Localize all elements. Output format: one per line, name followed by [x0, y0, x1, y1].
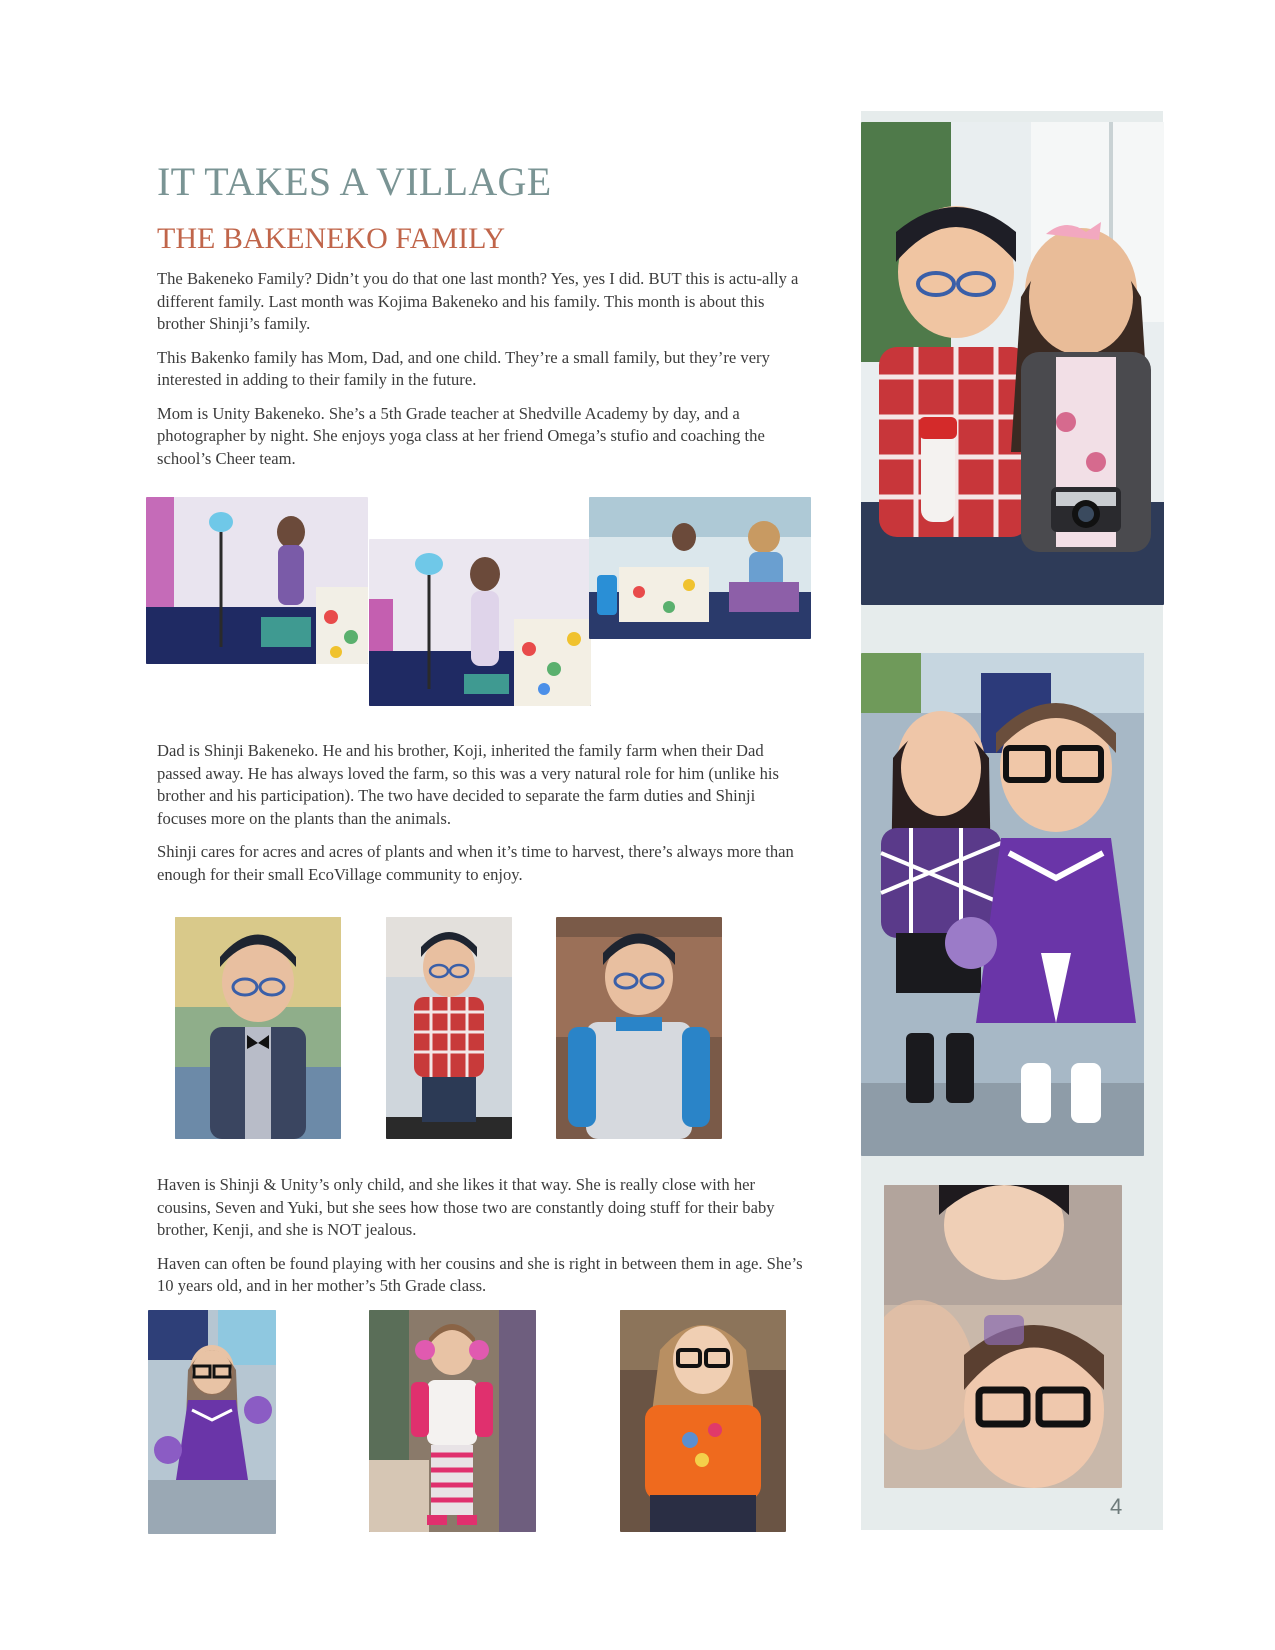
bedroom-photo-1 [146, 497, 368, 664]
sidebar-photo-couple [861, 122, 1164, 605]
sidebar-photo-friends [861, 653, 1144, 1156]
paragraph: The Bakeneko Family? Didn’t you do that one last month? Yes, yes I did. BUT this is actu-ally a different family. Last month was Kojima Bakeneko and his family. This month is about this brother Shinji’s family. [157, 269, 799, 333]
bedroom-photo-3 [589, 497, 811, 639]
dad-text [157, 740, 807, 886]
dad-photo-plaid [386, 917, 512, 1139]
page-title: IT TAKES A VILLAGE [157, 159, 552, 204]
page-number: 4 [1110, 1494, 1123, 1519]
paragraph: Haven is Shinji & Unity’s only child, and she likes it that way. She is really close with her cousins, Seven and Yuki, but she sees how those two are constantly doing stuff for their baby brother, Kenji, and she is NOT jealous. [157, 1175, 775, 1239]
bedroom-photo-2 [369, 539, 591, 706]
haven-photo-orange [620, 1310, 786, 1532]
paragraph: This Bakenko family has Mom, Dad, and one child. They’re a small family, but they’re very interested in adding to their family in the future. [157, 347, 770, 389]
sidebar-photo-closeup [884, 1185, 1122, 1488]
section-subtitle: THE BAKENEKO FAMILY [157, 222, 506, 255]
paragraph: Mom is Unity Bakeneko. She’s a 5th Grade teacher at Shedville Academy by day, and a photographer by night. She enjoys yoga class at her friend Omega’s stufio and coaching the school’s Cheer team. [157, 403, 765, 468]
dad-photo-polo [556, 917, 722, 1139]
dad-photo-suit [175, 917, 341, 1139]
paragraph: Haven can often be found playing with her cousins and she is right in between them in age. She’s 10 years old, and in her mother’s 5th Grade class. [157, 1253, 803, 1295]
intro-text [157, 268, 807, 470]
haven-photo-pink [369, 1310, 536, 1532]
paragraph: Shinji cares for acres and acres of plants and when it’s time to harvest, there’s always more than enough for their small EcoVillage community to enjoy. [157, 842, 794, 884]
haven-photo-cheer [148, 1310, 276, 1534]
paragraph: Dad is Shinji Bakeneko. He and his brother, Koji, inherited the family farm when their Dad passed away. He has always loved the farm, so this was a very natural role for him (unlike his brother and his participation). The two have decided to separate the farm duties and Shinji focuses more on the plants than the animals. [157, 741, 779, 828]
haven-text [157, 1174, 807, 1298]
